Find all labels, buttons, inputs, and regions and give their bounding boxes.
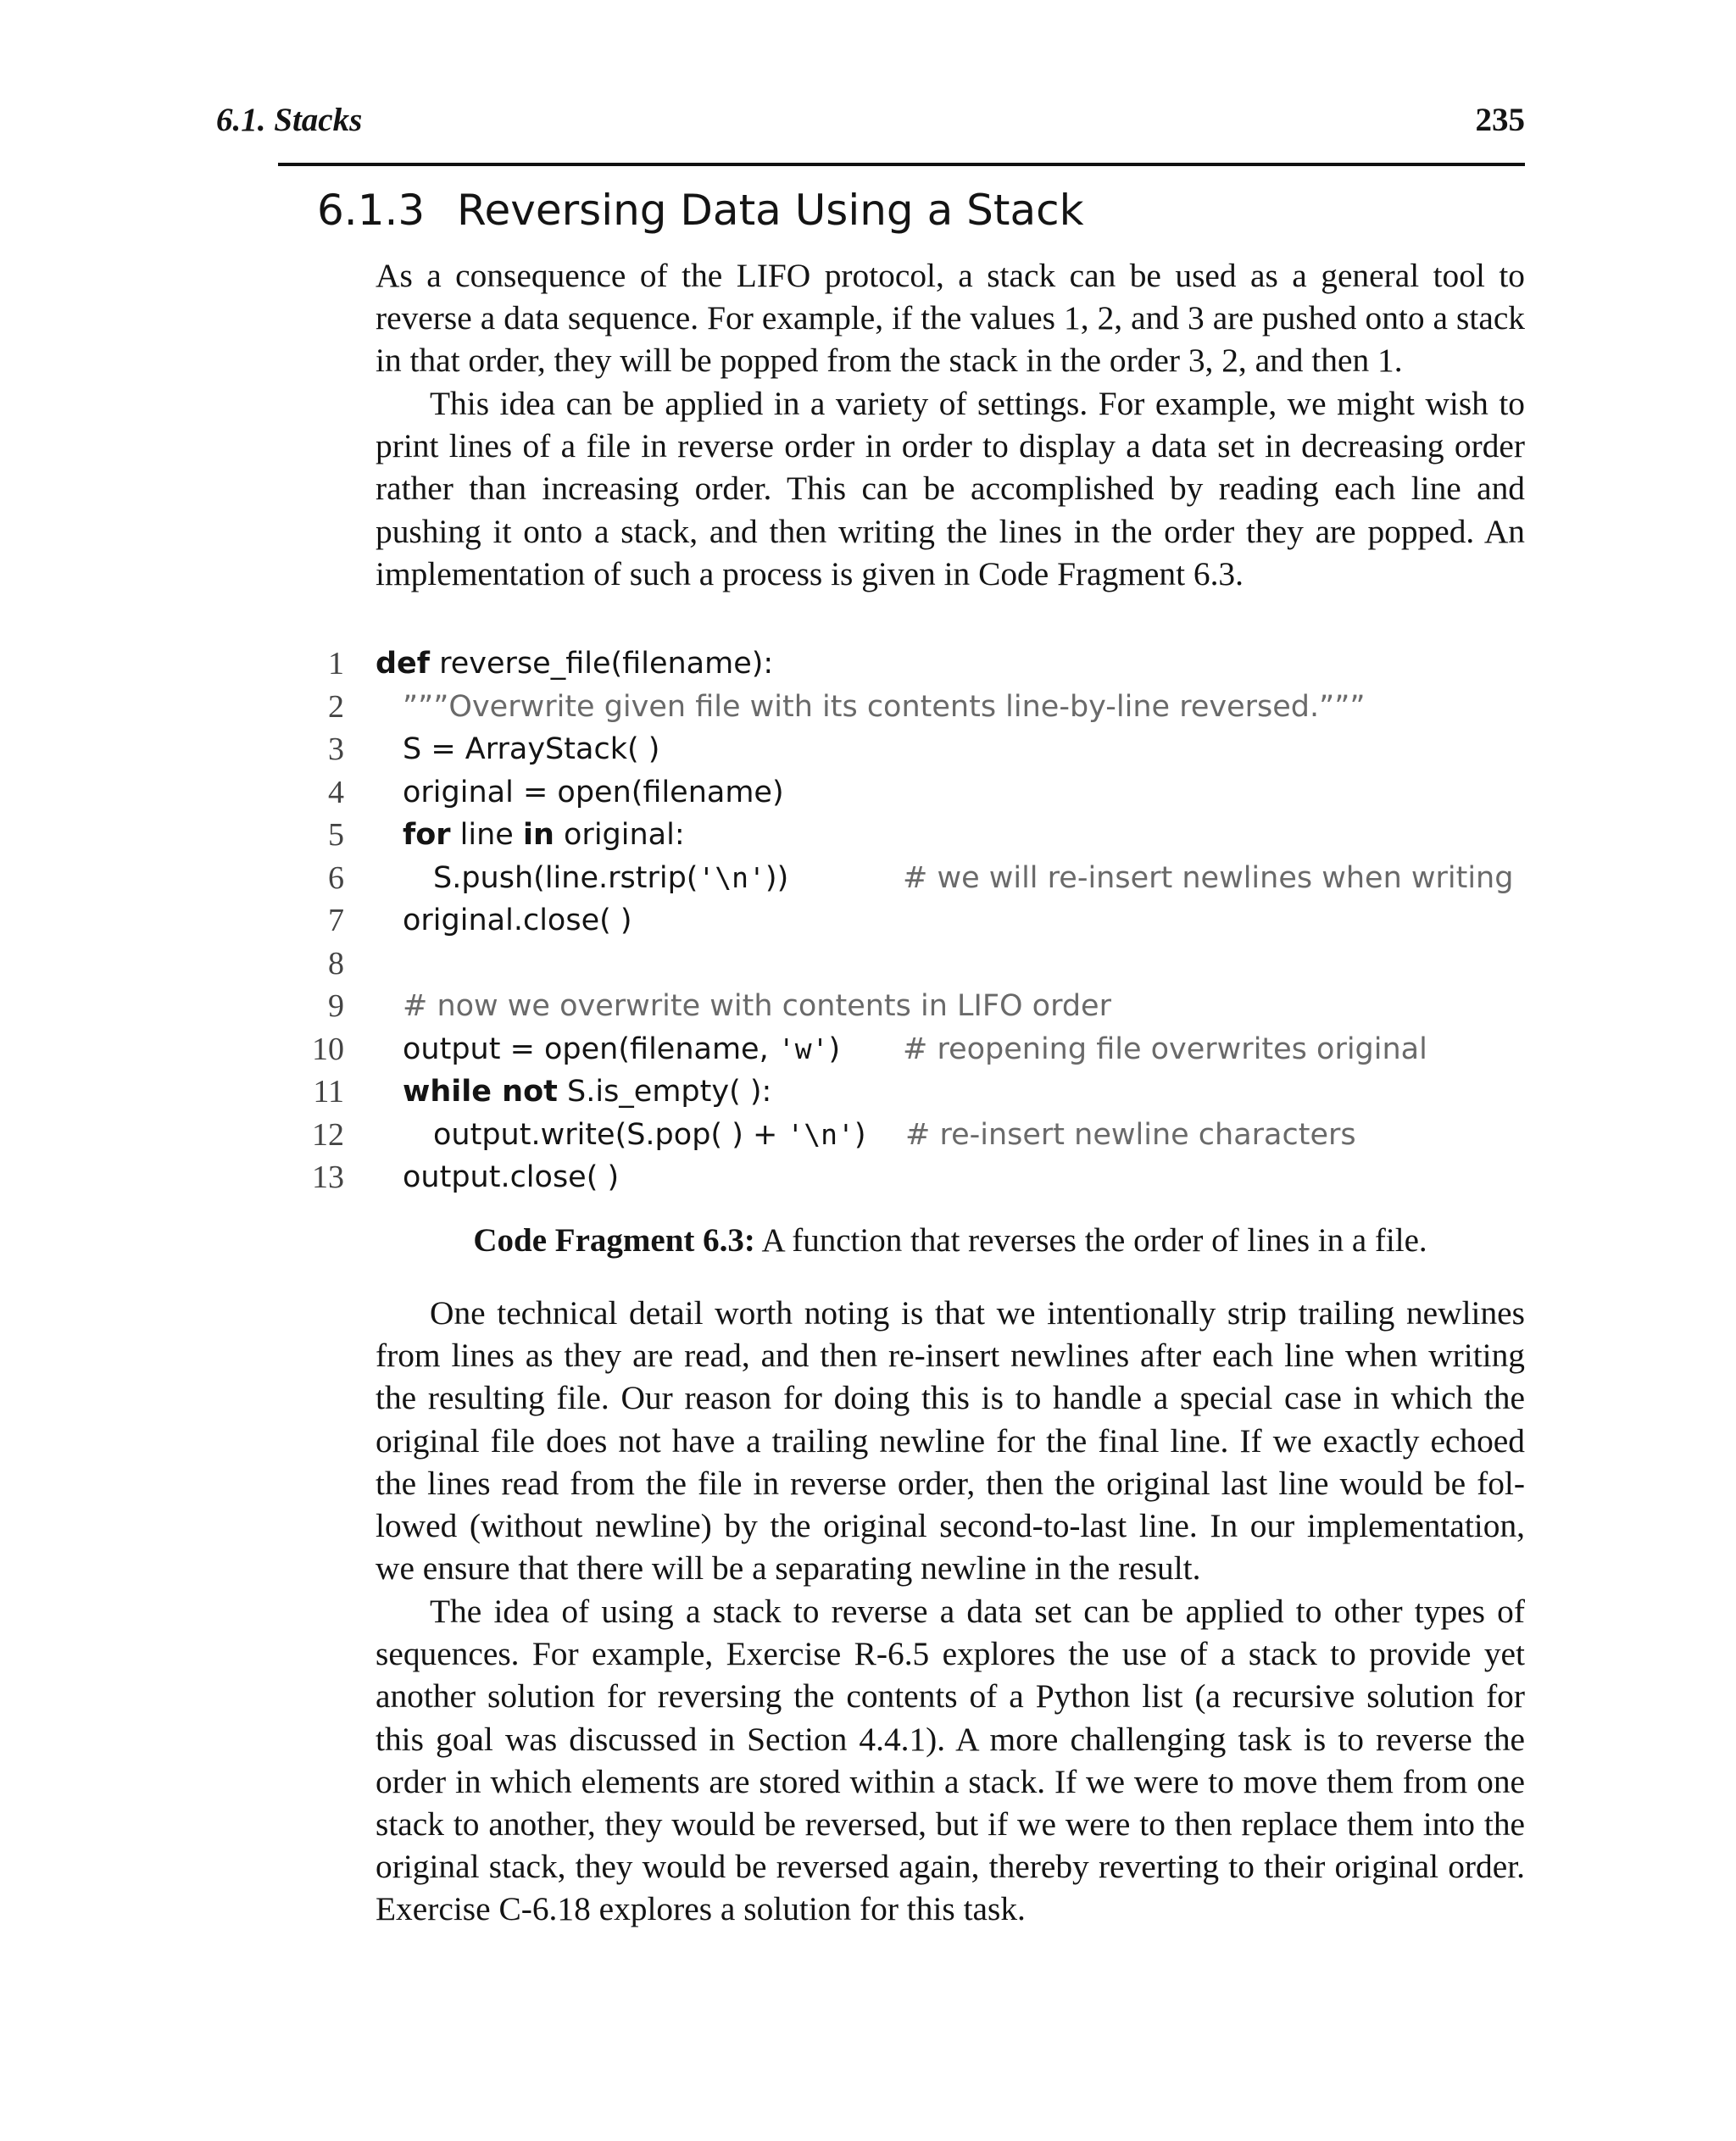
line-number: 10	[312, 1031, 344, 1067]
code-line	[305, 985, 1526, 1028]
code-text: output.write(S.pop( ) +	[433, 1117, 787, 1152]
paragraph-2: This idea can be applied in a variety of settings. For example, we might wish to print lines of a file in reverse order in order to display a data set in decreasing order rather than increasing order. This can be accomplished by reading each line and pushing it onto a stack, and then writing the lines in the order they are popped. An implementation of such a process is given in Code Fragment 6.3.	[376, 385, 1525, 592]
section-heading	[317, 176, 1521, 244]
line-number: 6	[328, 859, 344, 896]
line-number: 3	[328, 731, 344, 767]
code-text: output.close( )	[403, 1160, 620, 1194]
code-line	[305, 728, 1526, 771]
string-literal: '\n'	[698, 860, 765, 894]
code-text: output = open(filename,	[403, 1032, 778, 1066]
section-number: 6.1.3	[317, 186, 426, 235]
code-comment: # now we overwrite with contents in LIFO order	[403, 989, 1111, 1023]
page-number: 235	[1475, 102, 1525, 138]
paragraph-3: One technical detail worth noting is that we intentionally strip trailing newlines from lines as they are read, and then re-insert newlines after each line when writing the resulting file. Our reason for doing this is to handle a special case in which the original file does not have a trailing newline for the final line. If we exactly echoed the lines read from the file in reverse order, then the original last line would be followed (without newline) by the original second-to-last line. In our implementation, we ensure that there will be a separating newline in the result.	[376, 1294, 1525, 1588]
code-line	[305, 943, 1526, 986]
code-line	[305, 686, 1526, 729]
code-line	[305, 1070, 1526, 1114]
code-text: original = open(filename)	[403, 775, 784, 809]
string-literal: '\n'	[787, 1117, 854, 1151]
header-rule	[278, 163, 1525, 166]
code-text: )	[828, 1032, 841, 1066]
running-header-section: 6.1. Stacks	[216, 102, 363, 138]
running-header	[216, 95, 1525, 146]
code-line	[305, 814, 1526, 857]
code-comment: # reopening file overwrites original	[903, 1032, 1427, 1066]
string-literal: 'w'	[777, 1032, 829, 1065]
code-text: reverse_file(filename):	[430, 647, 774, 681]
code-text: S = ArrayStack( )	[403, 732, 660, 766]
line-number: 8	[328, 945, 344, 982]
code-text: original:	[554, 818, 685, 852]
code-text: original.close( )	[403, 904, 632, 937]
paragraph-1: As a consequence of the LIFO protocol, a stack can be used as a general tool to reverse a data sequence. For example, if the values 1, 2, and 3 are pushed onto a stack in that order, they will be popped from the stack in the order 3, 2, and then 1.	[376, 257, 1525, 380]
paragraph-4: The idea of using a stack to reverse a data set can be applied to other types of sequences. For example, Exercise R-6.5 explores the use of a stack to provide yet another solution for reversing the contents of a Python list (a recursive solution for this goal was discussed in Section 4.4.1). A more challenging task is to reverse the order in which elements are stored within a stack. If we were to move them from one stack to another, they would be reversed, but if we were to then replace them into the original stack, they would be reversed again, thereby reverting to their original order. Exercise C-6.18 explores a solution for this task.	[376, 1593, 1525, 1928]
code-line	[305, 1156, 1526, 1199]
code-comment: # we will re-insert newlines when writing	[903, 860, 1514, 895]
caption-label: Code Fragment 6.3:	[473, 1222, 755, 1259]
line-number: 7	[328, 903, 344, 938]
code-text: S.push(line.rstrip(	[433, 860, 698, 895]
line-number: 13	[312, 1159, 344, 1195]
code-line	[305, 642, 1526, 686]
code-comment: # re-insert newline characters	[905, 1117, 1356, 1152]
code-listing	[305, 642, 1526, 1199]
code-line	[305, 899, 1526, 943]
code-line	[305, 1028, 1526, 1071]
code-text: S.is_empty( ):	[557, 1075, 772, 1109]
keyword: while not	[403, 1075, 558, 1109]
line-number: 5	[328, 817, 344, 853]
code-line	[305, 1114, 1526, 1157]
keyword: def	[376, 647, 431, 681]
docstring: ”””Overwrite given file with its contents line-by-line reversed.”””	[403, 689, 1366, 724]
code-text: ))	[765, 860, 789, 895]
line-number: 4	[328, 774, 344, 810]
line-number: 1	[328, 646, 344, 681]
line-number: 12	[312, 1116, 344, 1153]
code-text: line	[450, 818, 523, 852]
caption-text: A function that reverses the order of lines in a file.	[754, 1222, 1427, 1259]
section-title: Reversing Data Using a Stack	[457, 186, 1084, 235]
code-text: )	[854, 1117, 866, 1152]
keyword: in	[522, 818, 554, 852]
line-number: 11	[313, 1074, 344, 1109]
code-fragment-caption	[376, 1217, 1525, 1265]
line-number: 2	[328, 688, 344, 725]
line-number: 9	[328, 988, 344, 1024]
code-line	[305, 771, 1526, 815]
keyword: for	[403, 818, 451, 852]
code-line	[305, 857, 1526, 900]
